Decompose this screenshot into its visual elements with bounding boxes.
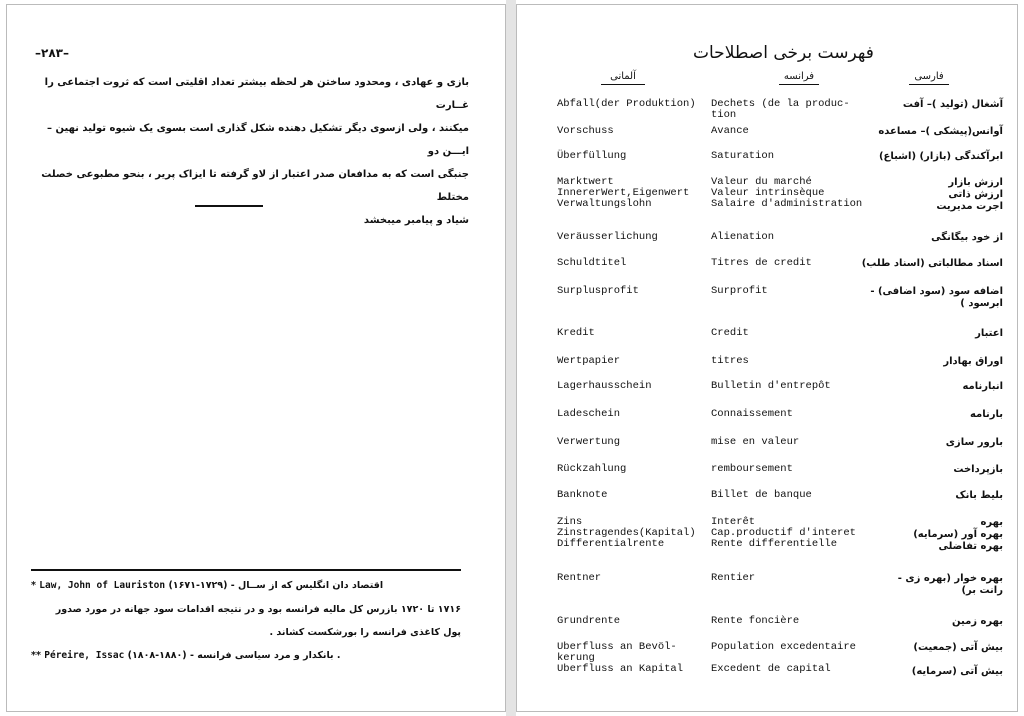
term-persian: اوراق بهادار [943, 356, 1003, 367]
term-persian: بلیط بانک [955, 490, 1003, 501]
body-line: شیاد و پیامبر میبخشد [363, 215, 469, 226]
term-french: Valeur du marché Valeur intrinsèque Salaire d'administration [711, 176, 863, 210]
column-header-german: آلمانی [601, 71, 645, 85]
term-persian: اضافه سود (سود اضافی) - ابرسود ) [870, 286, 1003, 309]
term-french: Dechets (de la produc- tion [711, 98, 850, 121]
body-line: جنبگی است که به مدافعان صدر اعتبار از لاو گرفته تا ایزاک پریر ، بنحو مطبوعی خصلت مختلط [41, 169, 469, 203]
term-persian: بهره بهره آور (سرمایه) بهره تفاضلی [913, 517, 1003, 552]
term-french: Bulletin d'entrepôt [711, 380, 831, 392]
term-german: Kredit [557, 327, 595, 339]
column-header-persian: فارسی [909, 71, 949, 85]
body-line: بازی و عهادی ، ومحدود ساختن هر لحظه بیشتر تعداد اقلیتی است که ثروت اجتماعی را غــارت [44, 77, 469, 111]
term-german: Rentner [557, 572, 602, 584]
term-german: Rückzahlung [557, 463, 627, 475]
term-persian: ابرآکندگی (بازار) (اشباع) [878, 151, 1003, 162]
term-german: Grundrente [557, 615, 621, 627]
term-french: titres [711, 355, 749, 367]
glossary-title: فهرست برخی اصطلاحات [693, 43, 874, 63]
term-german: Schuldtitel [557, 257, 627, 269]
footnote-persian: ۱۷۱۶ تا ۱۷۲۰ بازرس کل مالیه فرانسه بود و در نتیجه اقدامات سود جهانه در مورد صدور [55, 604, 461, 615]
term-german: Überfüllung [557, 150, 627, 162]
term-german: Uberfluss an Bevöl- kerung Uberfluss an Kapital [557, 641, 684, 675]
term-french: Population excedentaire Excedent de capital [711, 641, 856, 675]
footnote-persian: (۱۸۰۸-۱۸۸۰) - بانکدار و مرد سیاسی فرانسه . [127, 650, 341, 661]
term-french: Credit [711, 327, 749, 339]
right-page [516, 4, 1018, 712]
footnote-1 [31, 580, 461, 591]
left-page [6, 4, 506, 712]
term-french: Saturation [711, 150, 775, 162]
section-separator [195, 205, 263, 207]
body-line: میکنند ، ولی ازسوی دیگر تشکیل دهنده شکل گذاری است بسوی یک شیوه تولید نهین – ایـــن دو [47, 123, 469, 157]
footnote-1-cont [31, 604, 461, 615]
term-persian: بارور سازی [945, 437, 1003, 448]
term-german: Surplusprofit [557, 285, 639, 297]
term-persian: بهره زمین [952, 616, 1003, 627]
term-german: Marktwert InnererWert,Eigenwert Verwaltungslohn [557, 176, 690, 210]
book-gutter [506, 0, 516, 716]
footnote-mark: ** [31, 650, 41, 661]
footnote-2 [31, 650, 461, 661]
term-persian: بازپرداخت [953, 464, 1003, 475]
term-persian: بیش آتی (جمعیت) بیش آتی (سرمایه) [911, 642, 1003, 677]
footnote-mark: * [31, 580, 36, 591]
footnote-latin: Péreire, Issac [44, 650, 125, 661]
column-header-french: فرانسه [779, 71, 819, 85]
term-german: Zins Zinstragendes(Kapital) Differentialrente [557, 516, 696, 550]
term-german: Wertpapier [557, 355, 621, 367]
footnote-latin: Law, John of Lauriston [39, 580, 166, 591]
term-french: Titres de credit [711, 257, 812, 269]
term-french: mise en valeur [711, 436, 800, 448]
term-persian: آوانس(پیشکی )– مساعده [878, 126, 1003, 137]
term-german: Banknote [557, 489, 608, 501]
term-german: Vorschuss [557, 125, 614, 137]
term-french: Surprofit [711, 285, 768, 297]
term-persian: بهره خوار (بهره زی - رانت بر) [897, 573, 1003, 596]
footnote-1-cont [31, 627, 461, 638]
term-german: Lagerhausschein [557, 380, 652, 392]
term-french: Interêt Cap.productif d'interet Rente differentielle [711, 516, 856, 550]
term-persian: ارزش بازار ارزش ذاتی اجرت مدیریت [936, 177, 1003, 212]
term-french: Billet de banque [711, 489, 812, 501]
footnote-separator [31, 569, 461, 571]
term-german: Abfall(der Produktion) [557, 98, 696, 110]
term-persian: بارنامه [969, 409, 1003, 420]
term-french: Rente foncière [711, 615, 800, 627]
term-persian: آشغال (تولید )– آفت [902, 99, 1003, 110]
term-persian: اعتبار [975, 328, 1003, 339]
term-german: Veräusserlichung [557, 231, 658, 243]
term-persian: انبارنامه [962, 381, 1003, 392]
page-number: –۲۸۳– [35, 46, 69, 60]
footnote-persian: (۱۶۷۱-۱۷۲۹) - اقتصاد دان انگلیس که از ســال [168, 580, 384, 591]
term-german: Ladeschein [557, 408, 621, 420]
body-paragraph [39, 71, 469, 232]
term-french: Connaissement [711, 408, 793, 420]
term-french: Rentier [711, 572, 756, 584]
term-persian: اسناد مطالباتی (اسناد طلب) [861, 258, 1003, 269]
footnote-persian: پول کاغذی فرانسه را بورشکست کشاند . [269, 627, 461, 638]
term-french: remboursement [711, 463, 793, 475]
term-persian: از خود بیگانگی [931, 232, 1003, 243]
term-french: Alienation [711, 231, 775, 243]
term-german: Verwertung [557, 436, 621, 448]
term-french: Avance [711, 125, 749, 137]
